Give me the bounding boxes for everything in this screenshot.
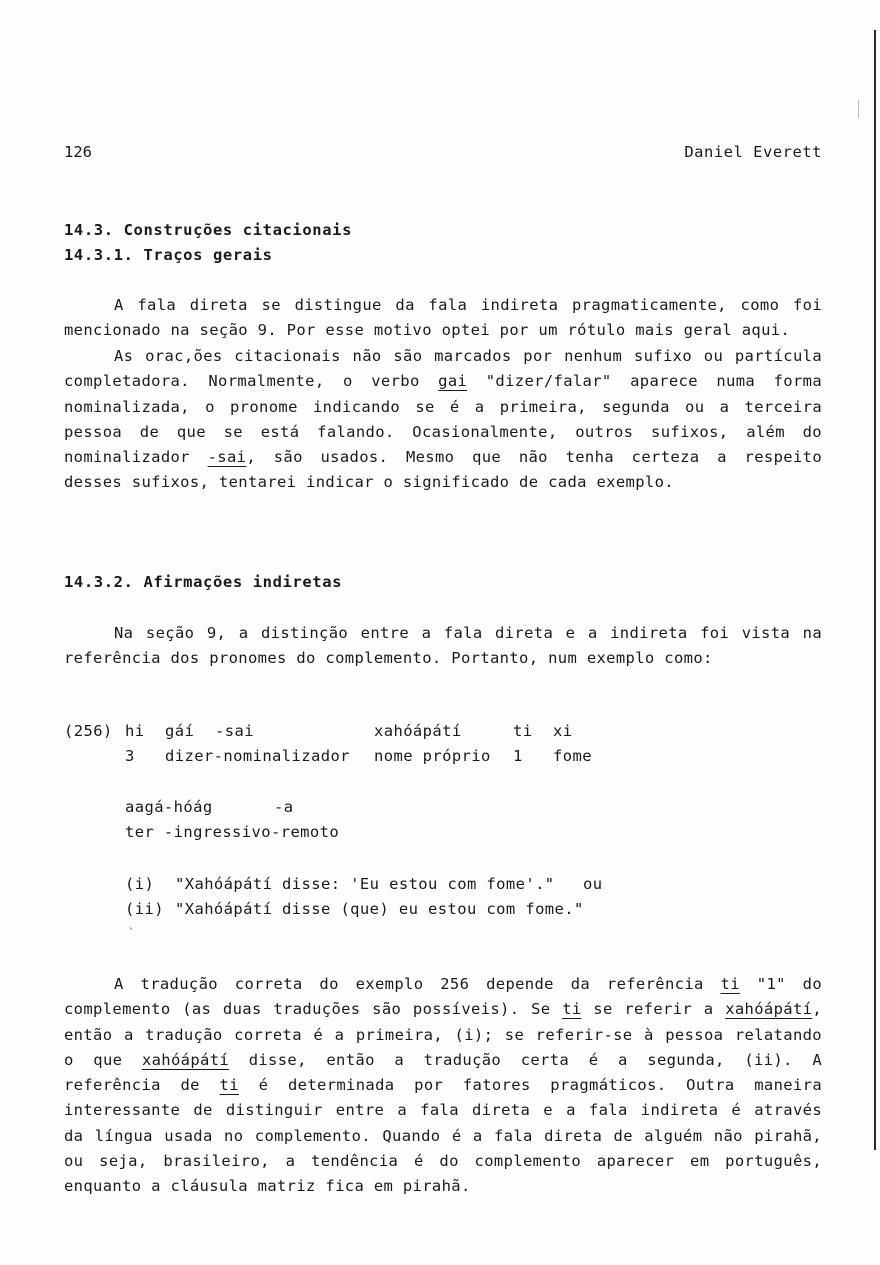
term-xahoapati: xahóápátí [141,1050,230,1069]
paragraph-3 [64,621,822,672]
text-span: é determinada por fatores pragmáticos. Outra maneira [258,1076,823,1095]
translation-label: (ii) [125,900,164,918]
text-span: "dizer/falar" aparece numa forma [485,372,823,391]
gloss: nome próprio [374,747,491,765]
free-translation-i [64,875,624,899]
text-span: "1" do [756,975,823,993]
paragraph-line: interessante de distinguir entre a fala direta e a fala indireta é através [64,1101,822,1120]
page-number: 126 [64,143,92,161]
paragraph-line: nominalizada, o pronome indicando se é a primeira, segunda ou a terceira [64,397,822,416]
gloss: 3 [125,747,135,765]
term-ti: ti [562,1000,582,1019]
text-span: , [812,1000,823,1019]
gloss-row-morphemes-2 [64,798,624,822]
term-xahoapati: xahóápátí [725,1000,813,1019]
paragraph-line: ou seja, brasileiro, a tendência é do complemento aparecer em português, [64,1152,822,1171]
gloss: dizer-nominalizador [165,747,350,765]
paragraph-line: mencionado na seção 9. Por esse motivo optei por um rótulo mais geral aqui. [64,321,791,340]
text-span: , são usados. Mesmo que não tenha certeza a respeito [246,448,823,467]
translation-conjunction: ou [583,875,603,893]
paragraph-1 [64,293,822,344]
text-span: se referir a [593,1000,714,1019]
paragraph-line [64,445,822,470]
paragraph-line [64,997,822,1022]
paragraph-line: As orac,ões citacionais não são marcados por nenhum sufixo ou partícula [114,347,822,365]
page-header [64,143,822,165]
paragraph-line: referência dos pronomes do complemento. Portanto, num exemplo como: [64,649,713,668]
text-span: referência de [64,1076,200,1095]
section-heading-14-3: 14.3. Construções citacionais [64,221,353,239]
paragraph-line: enquanto a cláusula matriz fica em pirahã. [64,1177,471,1196]
paragraph-line [64,369,822,394]
text-span: disse, então a tradução certa é a segunda, (ii). A [248,1050,823,1069]
gloss: ter -ingressivo-remoto [125,823,340,841]
term-ti: ti [720,975,740,993]
scan-edge-line [874,30,876,1150]
term-gai: gai [438,372,468,391]
morpheme: xi [553,722,573,740]
paragraph-line: então a tradução correta é a primeira, (i); se referir-se à pessoa relatando [64,1025,822,1044]
morpheme: gáí [165,722,195,740]
translation-text: "Xahóápátí disse (que) eu estou com fome." [175,900,584,918]
text-span: completadora. Normalmente, o verbo [64,372,420,391]
gloss-row-morphemes [64,722,624,746]
text-span: complemento (as duas traduções são possíveis). Se [64,1000,551,1019]
paragraph-4 [64,972,822,1200]
gloss: fome [553,747,592,765]
gloss: 1 [513,747,523,765]
translation-label: (i) [125,875,155,893]
stray-mark: ` [128,926,135,939]
free-translation-ii [64,900,624,924]
paragraph-line [64,1073,822,1098]
paragraph-line: pessoa de que se está falando. Ocasionalmente, outros sufixos, além do [64,422,822,441]
gloss-row-translation-2 [64,823,624,847]
morpheme: -a [274,798,294,816]
morpheme: xahóápátí [374,722,462,740]
morpheme: ti [513,722,533,740]
morpheme: -sai [215,722,254,740]
paragraph-line [64,972,822,997]
term-ti: ti [219,1076,239,1095]
text-span: o que [64,1050,123,1069]
paragraph-line: da língua usada no complemento. Quando é a fala direta de alguém não pirahã, [64,1126,822,1145]
paragraph-line [64,1048,822,1073]
translation-text: "Xahóápátí disse: 'Eu estou com fome'." [175,875,555,893]
paragraph-line: Na seção 9, a distinção entre a fala direta e a indireta foi vista na [114,624,822,642]
running-head-author: Daniel Everett [684,143,822,161]
section-heading-14-3-1: 14.3.1. Traços gerais [64,246,273,264]
paragraph-line: A fala direta se distingue da fala indireta pragmaticamente, como foi [114,296,822,314]
term-sai: -sai [207,448,247,467]
scan-mark [858,100,859,118]
text-span: nominalizador [64,448,190,467]
gloss-row-translation [64,747,624,771]
morpheme: hi [125,722,145,740]
morpheme: aagá-hóág [125,798,213,816]
text-span: A tradução correta do exemplo 256 depende da referência [114,975,704,993]
example-number: (256) [64,722,113,740]
section-heading-14-3-2: 14.3.2. Afirmações indiretas [64,573,343,591]
paragraph-2 [64,344,822,496]
paragraph-line: desses sufixos, tentarei indicar o significado de cada exemplo. [64,473,674,492]
